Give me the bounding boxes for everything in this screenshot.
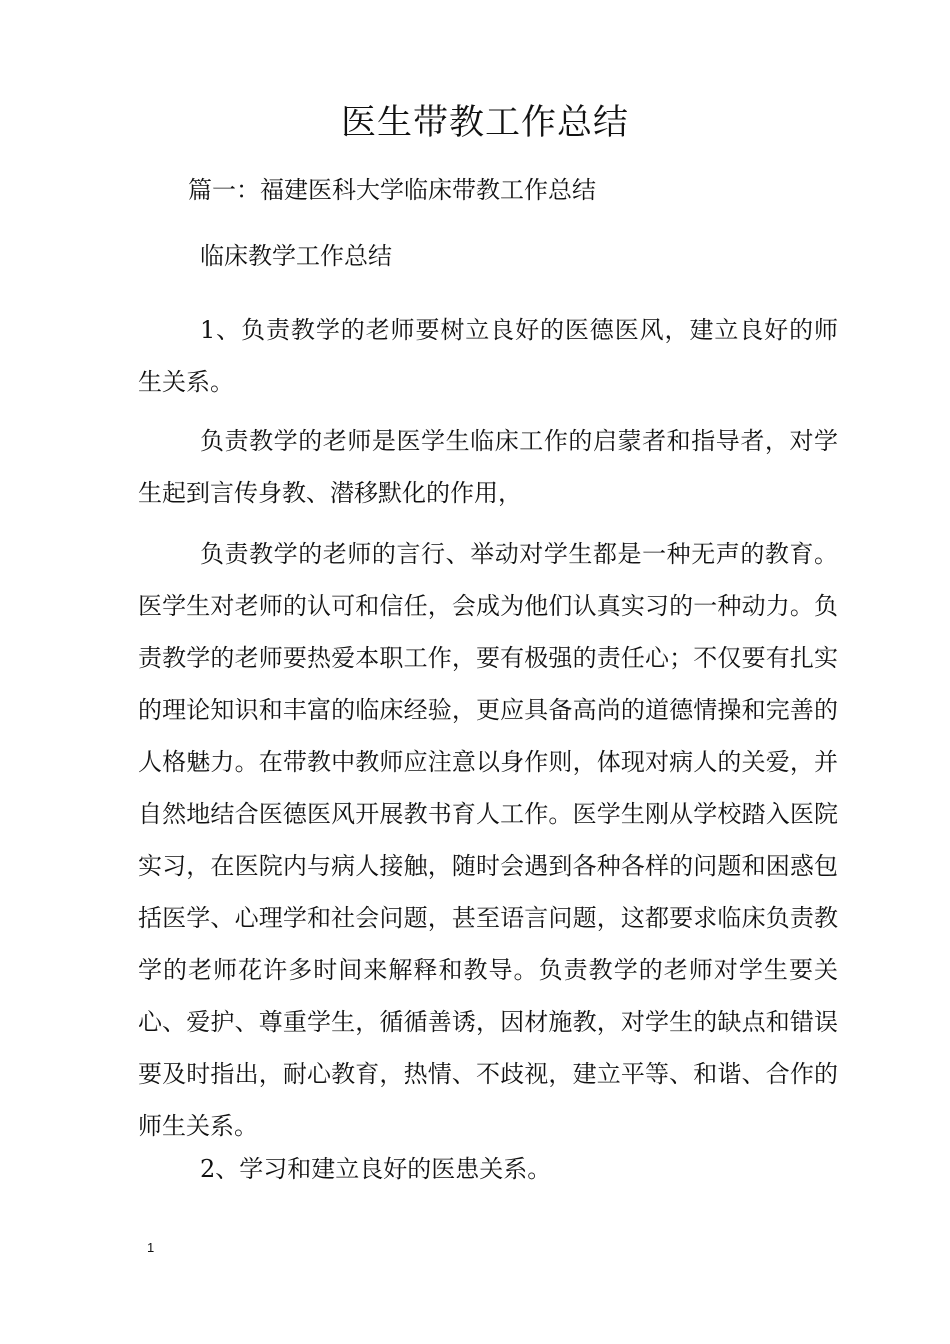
paragraph-2: 负责教学的老师是医学生临床工作的启蒙者和指导者，对学生起到言传身教、潜移默化的作用，	[138, 427, 838, 507]
section-heading: 临床教学工作总结	[200, 242, 392, 270]
paragraph-1: 1、负责教学的老师要树立良好的医德医风，建立良好的师生关系。	[138, 316, 838, 396]
point-2-heading: 2、学习和建立良好的医患关系。	[200, 1155, 552, 1183]
page-number: 1	[147, 1240, 155, 1255]
document-subtitle: 篇一：福建医科大学临床带教工作总结	[188, 176, 596, 204]
paragraph-3: 负责教学的老师的言行、举动对学生都是一种无声的教育。医学生对老师的认可和信任，会成为他们认真实习的一种动力。负责教学的老师要热爱本职工作，要有极强的责任心；不仅要有扎实的理论知识和丰富的临床经验，更应具备高尚的道德情操和完善的人格魅力。在带教中教师应注意以身作则，体现对病人的关爱，并自然地结合医德医风开展教书育人工作。医学生刚从学校踏入医院实习，在医院内与病人接触，随时会遇到各种各样的问题和困惑包括医学、心理学和社会问题，甚至语言问题，这都要求临床负责教学的老师花许多时间来解释和教导。负责教学的老师对学生要关心、爱护、尊重学生，循循善诱，因材施教，对学生的缺点和错误要及时指出，耐心教育，热情、不歧视，建立平等、和谐、合作的师生关系。	[138, 540, 838, 1140]
document-title: 医生带教工作总结	[340, 103, 629, 143]
